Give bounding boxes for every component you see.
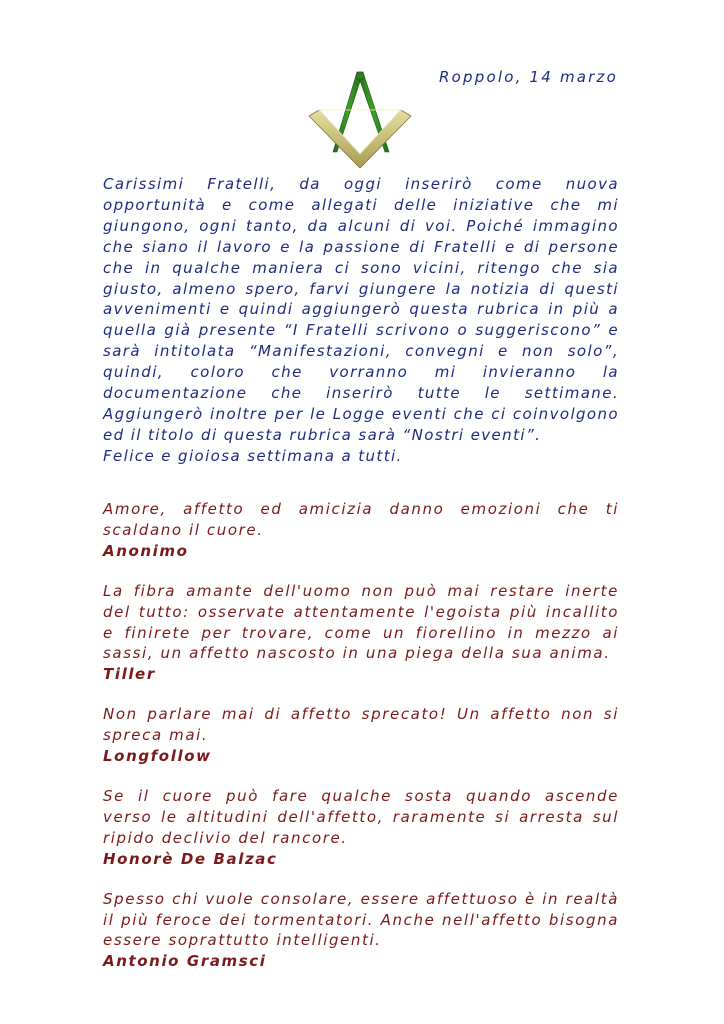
quote-item: [103, 889, 619, 973]
quote-author: Antonio Gramsci: [103, 952, 267, 971]
quote-item: [103, 581, 619, 686]
quote-item: [103, 704, 619, 767]
quote-author: Anonimo: [103, 541, 189, 560]
quote-text: Amore, affetto ed amicizia danno emozioni che ti scaldano il cuore.: [103, 500, 619, 539]
quote-author: Honorè De Balzac: [103, 849, 278, 868]
square-and-compass-icon: [305, 70, 415, 170]
quote-author: Tiller: [103, 665, 156, 684]
quote-author: Longfollow: [103, 747, 212, 766]
quote-text: Spesso chi vuole consolare, essere affettuoso è in realtà il più feroce dei tormentatori. Anche nell'affetto bisogna essere soprattutto intelligenti.: [103, 889, 619, 950]
intro-section: [103, 174, 619, 467]
intro-closing: Felice e gioiosa settimana a tutti.: [103, 446, 403, 465]
quote-text: Non parlare mai di affetto sprecato! Un affetto non si spreca mai.: [103, 705, 619, 745]
intro-paragraph: Carissimi Fratelli, da oggi inserirò come nuova opportunità e come allegati delle iniziative che mi giungono, ogni tanto, da alcuni di voi. Poiché immagino che siano il lavoro e la passione di Fratelli e di persone che in qualche maniera ci sono vicini, ritengo che sia giusto, almeno spero, farvi giungere la notizia di questi avvenimenti e quindi aggiungerò questa rubrica in più a quella già presente “I Fratelli scrivono o suggeriscono” e sarà intitolata “Manifestazioni, convegni e non solo”, quindi, coloro che vorranno mi invieranno la documentazione che inserirò tutte le settimane. Aggiungerò inoltre per le Logge eventi che ci coinvolgono ed il titolo di questa rubrica sarà “Nostri eventi”.: [103, 175, 619, 444]
quote-item: [103, 786, 619, 870]
quote-item: [103, 499, 619, 562]
quote-text: La fibra amante dell'uomo non può mai restare inerte del tutto: osservate attentamente l'egoista più incallito e finirete per trovare, come un fiorellino in mezzo ai sassi, un affetto nascosto in una piega della sua anima.: [103, 581, 619, 663]
letter-date: Roppolo, 14 marzo: [439, 68, 618, 86]
quotes-section: [103, 499, 619, 991]
quote-text: Se il cuore può fare qualche sosta quando ascende verso le altitudini dell'affetto, raramente si arresta sul ripido declivio del rancore.: [103, 786, 619, 847]
